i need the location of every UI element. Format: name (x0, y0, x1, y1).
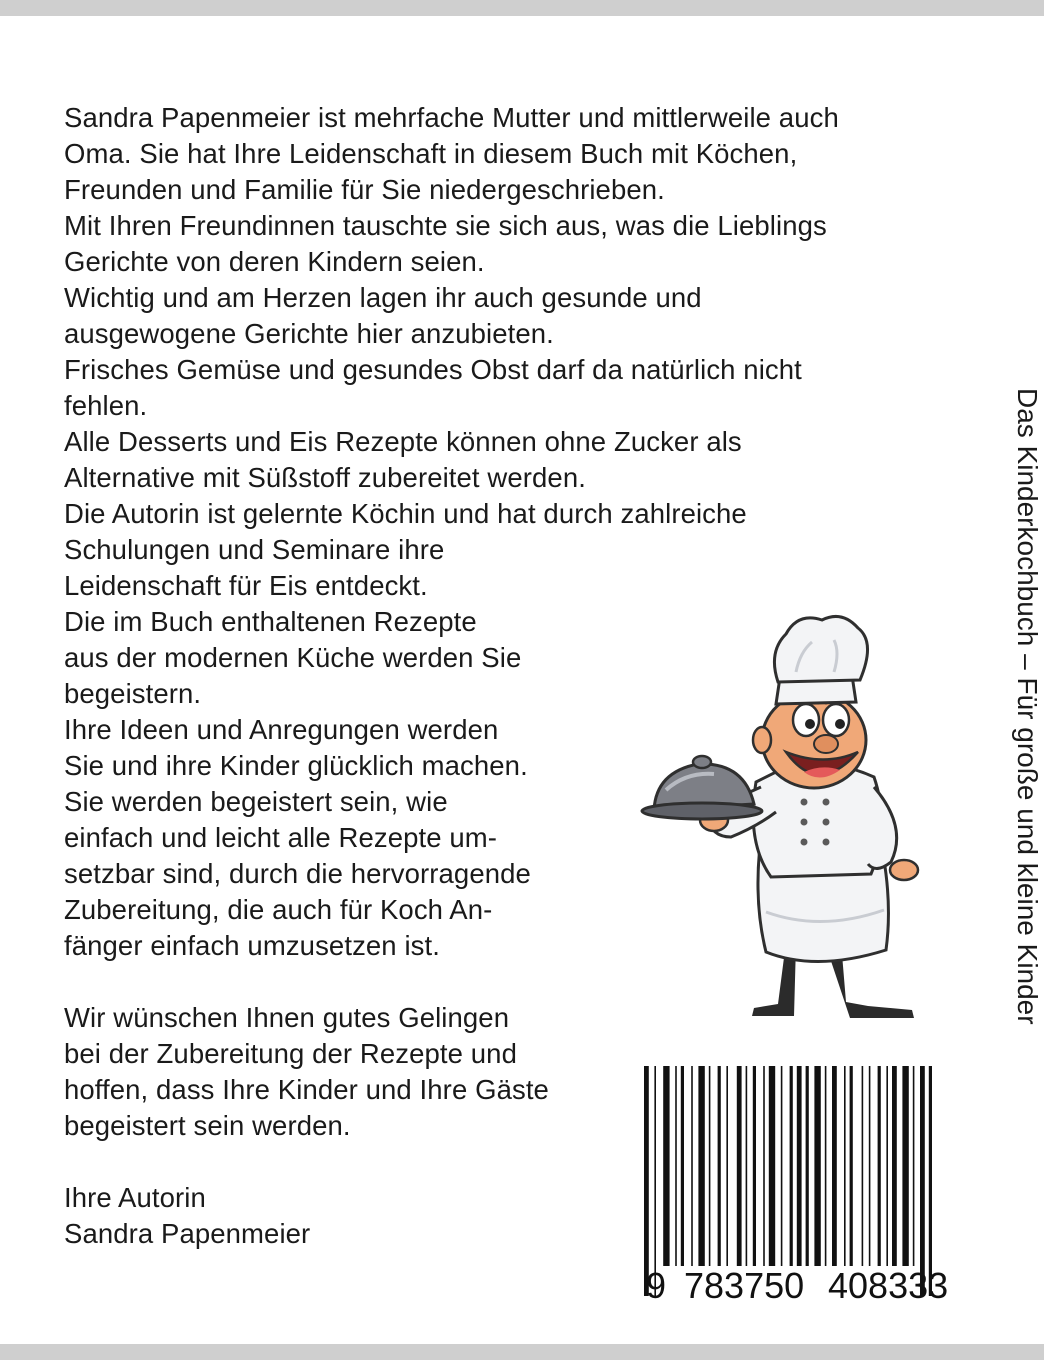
barcode-bar (862, 1066, 864, 1266)
barcode-bar (886, 1066, 888, 1266)
text-line: Ihre Ideen und Anregungen werden (64, 714, 499, 745)
text-line: Mit Ihren Freundinnen tauschte sie sich aus, was die Lieblings (64, 210, 827, 241)
barcode-bar (920, 1066, 925, 1296)
text-line: Oma. Sie hat Ihre Leidenschaft in diesem Buch mit Köchen, (64, 138, 798, 169)
text-line: setzbar sind, durch die hervorragende (64, 858, 531, 889)
barcode-bar (929, 1066, 932, 1296)
text-line: ausgewogene Gerichte hier anzubieten. (64, 318, 554, 349)
barcode (636, 1060, 966, 1310)
text-line: Sie werden begeistert sein, wie (64, 786, 448, 817)
barcode-bar (654, 1066, 656, 1296)
barcode-bar (825, 1066, 827, 1266)
text-line: Gerichte von deren Kindern seien. (64, 246, 485, 277)
text-line: Sandra Papenmeier ist mehrfache Mutter und mittlerweile auch (64, 102, 839, 133)
text-line: Alle Desserts und Eis Rezepte können ohne Zucker als (64, 426, 742, 457)
book-spine (995, 0, 1044, 1360)
barcode-bar (675, 1066, 677, 1266)
barcode-digit-prefix: 9 (646, 1265, 667, 1306)
text-line: Die im Buch enthaltenen Rezepte (64, 606, 477, 637)
barcode-bar (781, 1066, 783, 1266)
text-line: Zubereitung, die auch für Koch An- (64, 894, 493, 925)
barcode-bar (832, 1066, 837, 1266)
text-line: Schulungen und Seminare ihre (64, 534, 445, 565)
text-line: bei der Zubereitung der Rezepte und (64, 1038, 517, 1069)
barcode-bar (844, 1066, 846, 1266)
text-line: Leidenschaft für Eis entdeckt. (64, 570, 428, 601)
top-margin-band (0, 0, 1044, 16)
barcode-bar (709, 1066, 711, 1266)
barcode-bar (753, 1066, 756, 1266)
text-line: fehlen. (64, 390, 148, 421)
barcode-bar (769, 1066, 775, 1266)
text-line: Alternative mit Süßstoff zubereitet werden. (64, 462, 586, 493)
text-line: Sandra Papenmeier (64, 1218, 311, 1249)
barcode-bar (746, 1066, 748, 1266)
barcode-bar (691, 1066, 693, 1266)
barcode-bar (850, 1066, 853, 1266)
barcode-bar (806, 1066, 809, 1266)
barcode-bar (681, 1066, 684, 1266)
barcode-bar (892, 1066, 897, 1266)
text-line: begeistern. (64, 678, 202, 709)
text-line: Freunden und Familie für Sie niedergeschrieben. (64, 174, 665, 205)
barcode-bar (726, 1066, 728, 1266)
barcode-bar (644, 1066, 649, 1296)
barcode-bar (763, 1066, 765, 1266)
spine-title: Das Kinderkochbuch – Für große und kleine Kinder (1012, 388, 1043, 1025)
barcode-bar (869, 1066, 871, 1266)
text-line: Wir wünschen Ihnen gutes Gelingen (64, 1002, 510, 1033)
text-line: Frisches Gemüse und gesundes Obst darf da natürlich nicht (64, 354, 802, 385)
barcode-bar (902, 1066, 908, 1266)
text-line: Die Autorin ist gelernte Köchin und hat durch zahlreiche (64, 498, 747, 529)
text-line: fänger einfach umzusetzen ist. (64, 930, 440, 961)
chef-icon (636, 612, 926, 1032)
barcode-bar (698, 1066, 704, 1266)
text-line: begeistert sein werden. (64, 1110, 351, 1141)
text-line: Sie und ihre Kinder glücklich machen. (64, 750, 528, 781)
barcode-bar (797, 1066, 802, 1266)
barcode-bar (913, 1066, 915, 1266)
text-line: einfach und leicht alle Rezepte um- (64, 822, 498, 853)
text-line: aus der modernen Küche werden Sie (64, 642, 522, 673)
barcode-digits-left: 783750 (684, 1265, 805, 1306)
text-line: Wichtig und am Herzen lagen ihr auch gesunde und (64, 282, 702, 313)
text-line: Ihre Autorin (64, 1182, 206, 1213)
barcode-digits-right: 408333 (828, 1265, 949, 1306)
barcode-bar (718, 1066, 721, 1266)
barcode-bar (663, 1066, 669, 1266)
text-line: hoffen, dass Ihre Kinder und Ihre Gäste (64, 1074, 549, 1105)
barcode-bar (814, 1066, 820, 1266)
barcode-bar (790, 1066, 793, 1266)
barcode-bar (737, 1066, 742, 1266)
barcode-bar (878, 1066, 881, 1266)
bottom-margin-band (0, 1344, 1044, 1360)
